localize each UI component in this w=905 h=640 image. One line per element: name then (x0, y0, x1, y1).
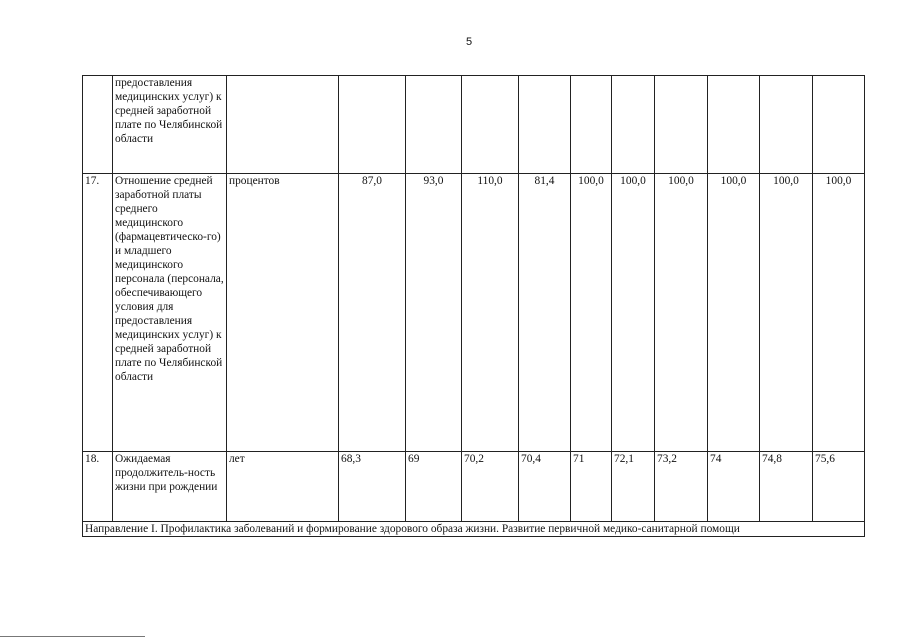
value-cell: 74 (708, 452, 760, 522)
value-cell: 93,0 (406, 174, 462, 452)
table-row-18 (83, 452, 865, 522)
value-cell: 110,0 (462, 174, 519, 452)
indicator-name-cell: Отношение средней заработной платы среднего медицинского (фармацевтическо-го) и младшего медицинского персонала (персонала, обеспечивающего условия для предоставления медицинских услуг) к средней заработной плате по Челябинской области (113, 174, 227, 452)
value-cell: 87,0 (339, 174, 406, 452)
table-row-17 (83, 174, 865, 452)
value-cell: 72,1 (612, 452, 655, 522)
indicators-table (82, 75, 865, 537)
value-cell: 100,0 (813, 174, 865, 452)
value-cell: 100,0 (612, 174, 655, 452)
section-heading: Направление I. Профилактика заболеваний и формирование здорового образа жизни. Развитие первичной медико-санитарной помощи (83, 522, 865, 537)
value-cell: 70,2 (462, 452, 519, 522)
value-cell: 100,0 (760, 174, 813, 452)
row-number-cell (83, 76, 113, 174)
unit-cell: лет (227, 452, 339, 522)
section-heading-row (83, 522, 865, 537)
unit-cell: процентов (227, 174, 339, 452)
page-number: 5 (466, 36, 473, 48)
indicator-name-cell: предоставления медицинских услуг) к средней заработной плате по Челябинской области (113, 76, 227, 174)
table-row-continuation (83, 76, 865, 174)
value-cell: 73,2 (655, 452, 708, 522)
value-cell: 74,8 (760, 452, 813, 522)
row-number-cell: 18. (83, 452, 113, 522)
value-cell: 81,4 (519, 174, 571, 452)
value-cell: 100,0 (655, 174, 708, 452)
value-cell: 100,0 (571, 174, 612, 452)
unit-cell (227, 76, 339, 174)
value-cell: 68,3 (339, 452, 406, 522)
value-cell: 75,6 (813, 452, 865, 522)
value-cell: 100,0 (708, 174, 760, 452)
row-number-cell: 17. (83, 174, 113, 452)
indicator-name-cell: Ожидаемая продолжитель-ность жизни при рождении (113, 452, 227, 522)
value-cell: 69 (406, 452, 462, 522)
value-cell: 70,4 (519, 452, 571, 522)
value-cell: 71 (571, 452, 612, 522)
footer-divider (0, 636, 145, 637)
